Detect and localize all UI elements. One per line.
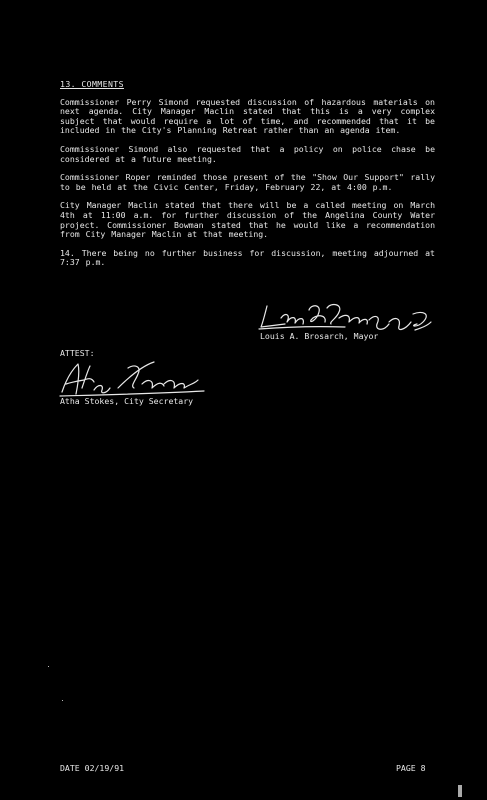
footer-page-number: PAGE 8 bbox=[396, 763, 426, 773]
paragraph-support-rally: Commissioner Roper reminded those present of the "Show Our Support" rally to be held at the Civic Center, Friday, February 22, at 4:00 p.m. bbox=[60, 172, 435, 192]
scan-speck bbox=[62, 700, 63, 701]
secretary-name: Atha Stokes, City Secretary bbox=[60, 396, 194, 406]
secretary-signature-block bbox=[58, 358, 228, 408]
mayor-name: Louis A. Brosarch, Mayor bbox=[260, 331, 379, 341]
paragraph-adjourned: 14. There being no further business for discussion, meeting adjourned at 7:37 p.m. bbox=[60, 247, 435, 268]
scan-edge-mark bbox=[458, 785, 462, 797]
attest-label: ATTEST: bbox=[60, 348, 95, 358]
scan-speck bbox=[48, 666, 49, 667]
paragraph-called-meeting: City Manager Maclin stated that there will be a called meeting on March 4th at 11:00 a.m. for further discussion of the Angelina County Water project. Commissioner Bowman stated that he would like a recommendation from City Manager Maclin at that meeting. bbox=[60, 200, 435, 240]
minutes-body bbox=[60, 80, 435, 268]
secretary-signature bbox=[58, 358, 208, 398]
paragraph-hazardous-materials: Commissioner Perry Simond requested discussion of hazardous materials on next agenda. City Manager Maclin stated that this is a very complex subject that would require a lot of time, and recommended that it be included in the City's Planning Retreat rather than an agenda item. bbox=[60, 96, 435, 136]
footer-date: DATE 02/19/91 bbox=[60, 763, 125, 773]
mayor-signature-block bbox=[255, 300, 445, 342]
section-heading: 13. COMMENTS bbox=[60, 79, 124, 89]
paragraph-police-chase: Commissioner Simond also requested that a policy on police chase be considered at a future meeting. bbox=[60, 143, 435, 164]
